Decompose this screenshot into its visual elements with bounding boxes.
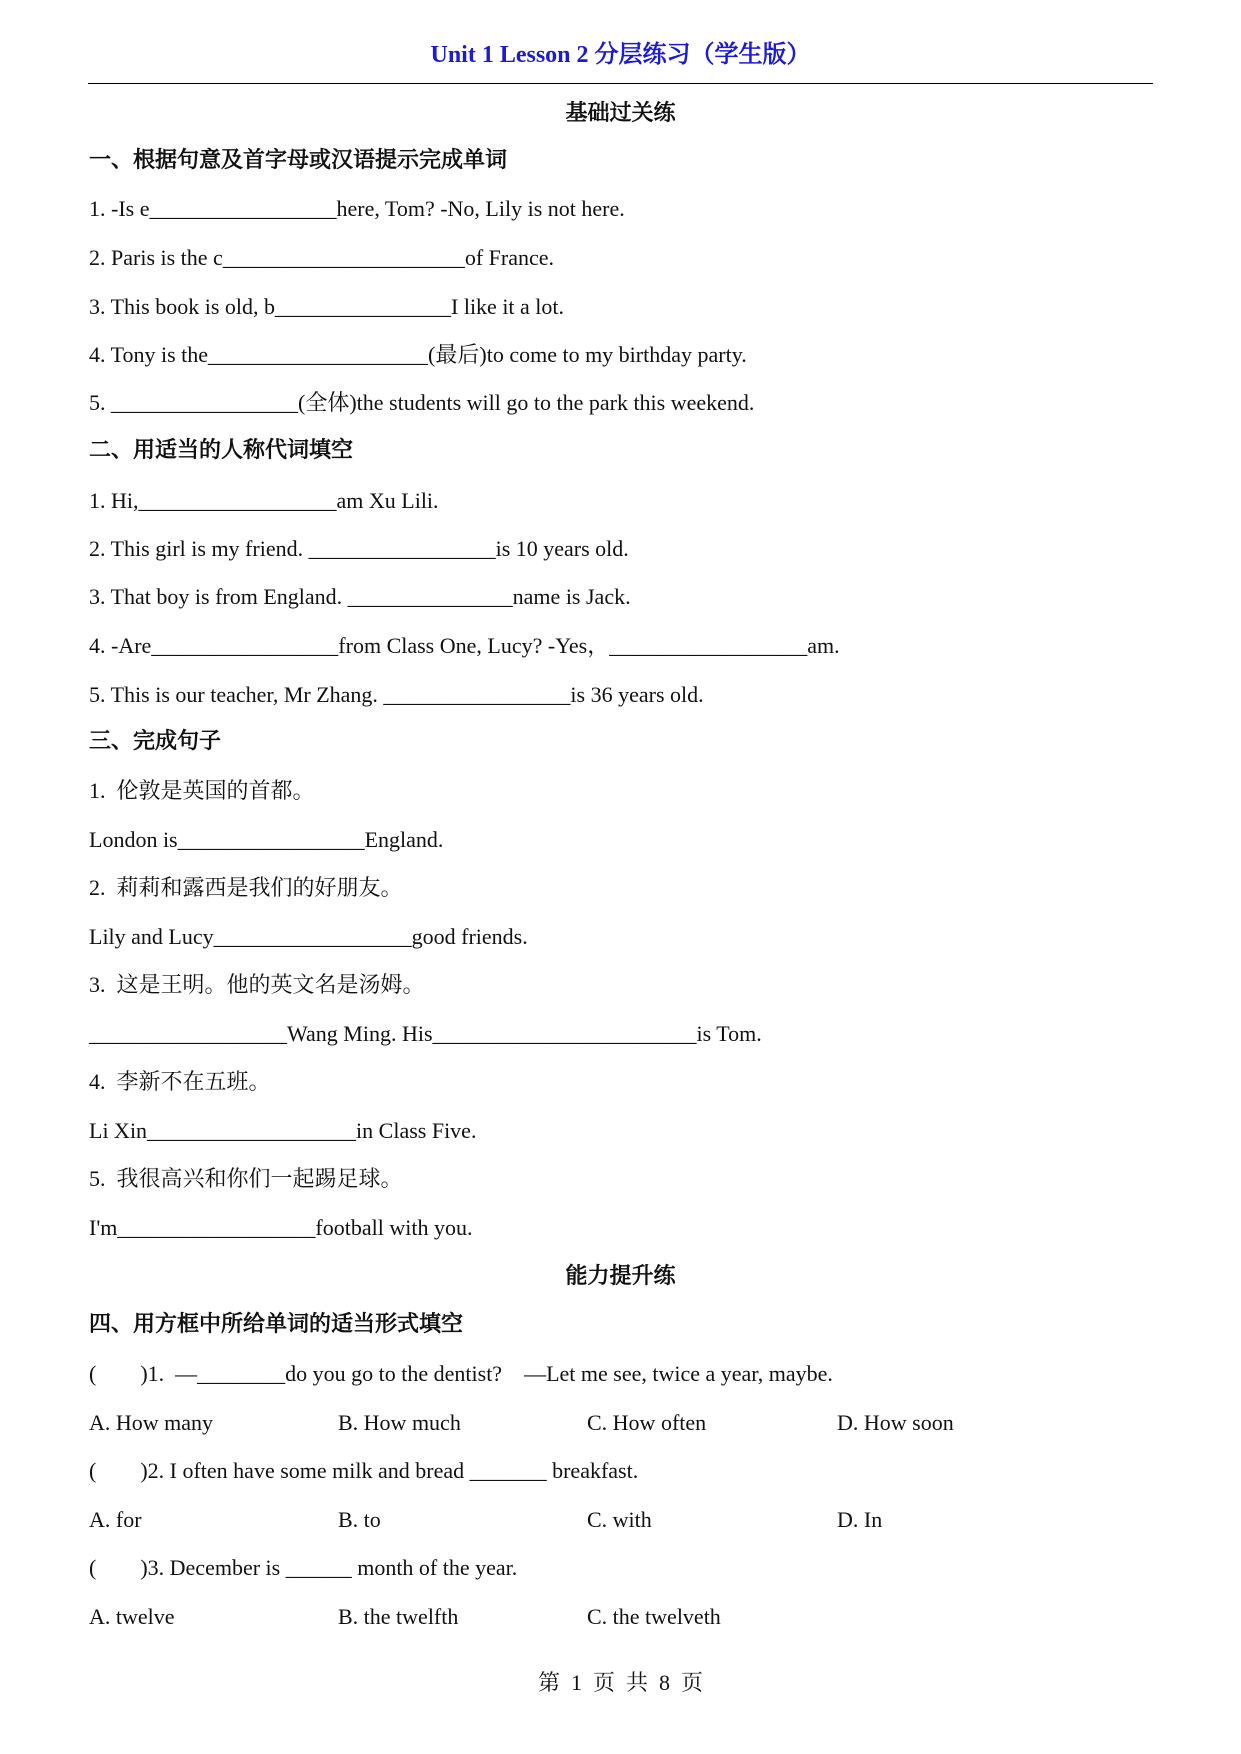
header-divider [88,83,1153,84]
part1-item-5: 5. _________________(全体)the students will go to the park this weekend. [89,390,755,415]
question-2-option-b: B. to [338,1507,381,1532]
part1-item-1: 1. -Is e_________________here, Tom? -No, Lily is not here. [89,196,625,221]
question-1-option-c: C. How often [587,1410,707,1435]
part2-heading: 二、用适当的人称代词填空 [89,438,354,463]
question-3-option-b: B. the twelfth [338,1604,459,1629]
part3-item-1-cn: 1. 伦敦是英国的首都。 [89,778,315,803]
section-title-advanced: 能力提升练 [565,1264,676,1289]
part3-item-2-cn: 2. 莉莉和露西是我们的好朋友。 [89,875,403,900]
part1-heading: 一、根据句意及首字母或汉语提示完成单词 [89,148,508,173]
question-3-option-a: A. twelve [89,1604,175,1629]
question-1-option-d: D. How soon [837,1410,954,1435]
part3-heading: 三、完成句子 [89,729,222,754]
page-footer: 第 1 页 共 8 页 [537,1670,703,1695]
part2-item-3: 3. That boy is from England. _______________name is Jack. [89,584,631,609]
part2-item-1: 1. Hi,__________________am Xu Lili. [89,488,439,513]
page-header-title: Unit 1 Lesson 2 分层练习（学生版） [430,42,811,68]
part3-item-1-en: London is_________________England. [89,827,444,852]
part2-item-2: 2. This girl is my friend. _________________is 10 years old. [89,536,629,561]
part3-item-3-en: __________________Wang Ming. His________________________is Tom. [89,1021,762,1046]
question-2-stem: ( )2. I often have some milk and bread _______ breakfast. [89,1458,639,1483]
section-title-basic: 基础过关练 [565,101,676,126]
part4-heading: 四、用方框中所给单词的适当形式填空 [89,1312,464,1337]
part3-item-5-en: I'm__________________football with you. [89,1215,473,1240]
question-1-option-a: A. How many [89,1410,214,1435]
question-3-stem: ( )3. December is ______ month of the year. [89,1555,518,1580]
part1-item-3: 3. This book is old, b________________I like it a lot. [89,294,565,319]
part3-item-2-en: Lily and Lucy__________________good friends. [89,924,528,949]
question-1-option-b: B. How much [338,1410,461,1435]
part1-item-2: 2. Paris is the c______________________of France. [89,245,554,270]
question-2-option-d: D. In [837,1507,883,1532]
question-3-option-c: C. the twelveth [587,1604,721,1629]
part3-item-5-cn: 5. 我很高兴和你们一起踢足球。 [89,1166,403,1191]
part3-item-4-en: Li Xin___________________in Class Five. [89,1118,477,1143]
question-2-option-a: A. for [89,1507,142,1532]
part2-item-5: 5. This is our teacher, Mr Zhang. _________________is 36 years old. [89,682,704,707]
part3-item-4-cn: 4. 李新不在五班。 [89,1069,271,1094]
question-2-option-c: C. with [587,1507,652,1532]
part2-item-4: 4. -Are_________________from Class One, Lucy? -Yes，__________________am. [89,633,840,658]
part1-item-4: 4. Tony is the____________________(最后)to come to my birthday party. [89,342,747,367]
question-1-stem: ( )1. —________do you go to the dentist? —Let me see, twice a year, maybe. [89,1361,833,1386]
part3-item-3-cn: 3. 这是王明。他的英文名是汤姆。 [89,972,425,997]
